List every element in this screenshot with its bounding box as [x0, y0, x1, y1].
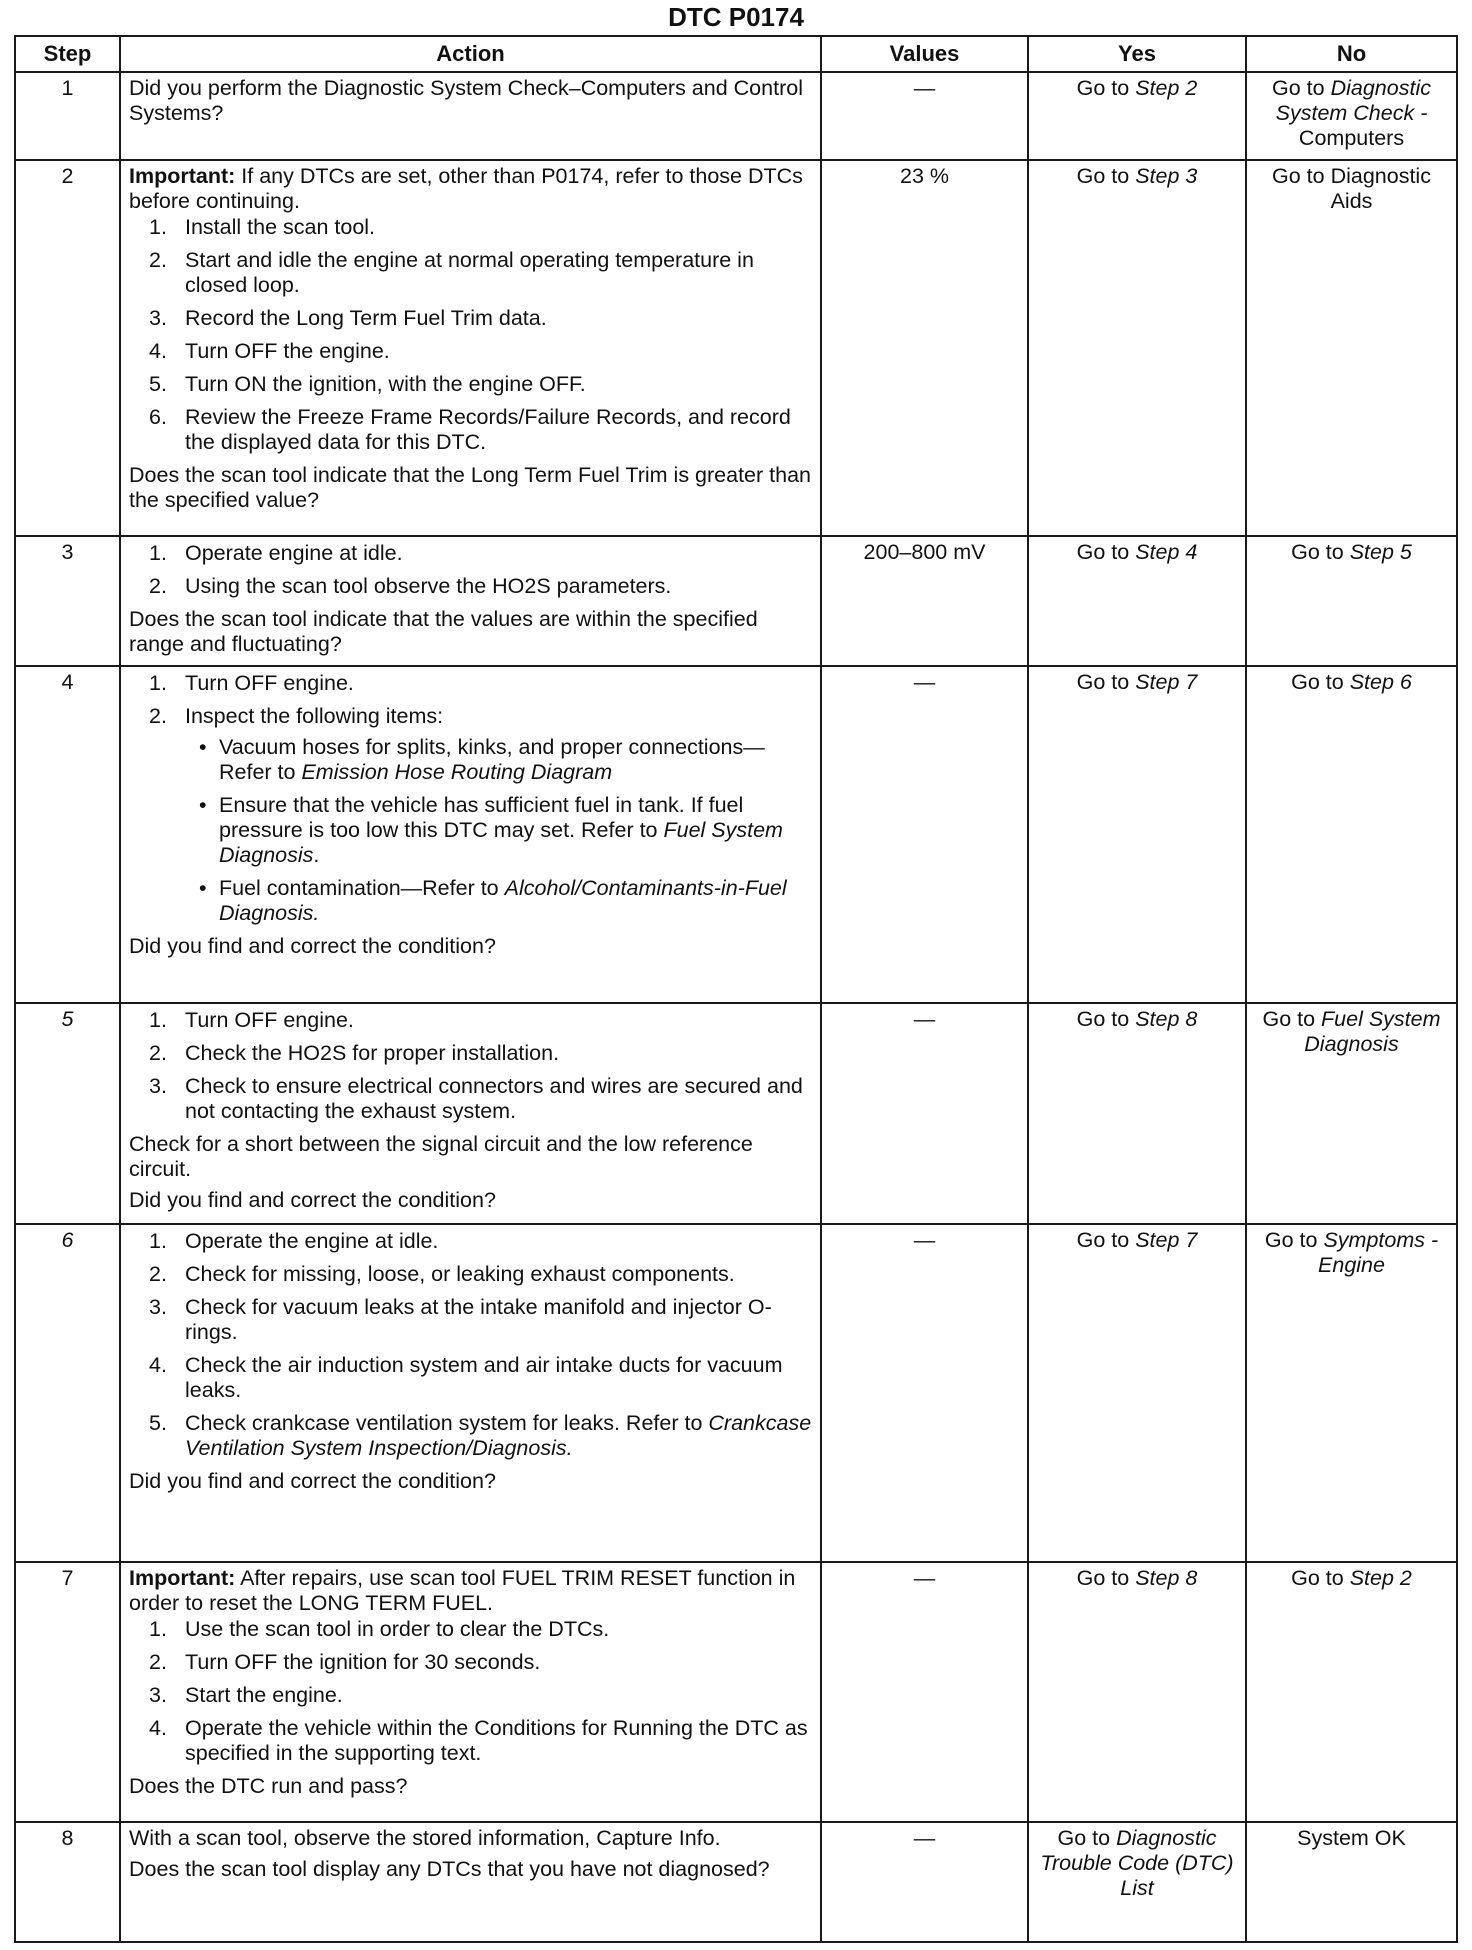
value-cell: — — [821, 1822, 1028, 1942]
action-steps — [129, 671, 812, 926]
yes-cell: Go to Step 8 — [1028, 1562, 1246, 1822]
diagnostic-table — [14, 35, 1458, 1943]
action-cell — [120, 1562, 821, 1822]
yes-link[interactable]: Step 7 — [1135, 670, 1198, 694]
table-row — [15, 160, 1457, 536]
emission-hose-link[interactable]: Emission Hose Routing Diagram — [301, 760, 613, 784]
action-cell — [120, 160, 821, 536]
action-cell — [120, 1224, 821, 1562]
action-question: Does the scan tool indicate that the values are within the specified range and fluctuating? — [129, 607, 758, 656]
table-row — [15, 536, 1457, 666]
action-note: Check for a short between the signal circuit and the low reference circuit. — [129, 1132, 753, 1181]
yes-link[interactable]: Step 4 — [1135, 540, 1198, 564]
yes-cell: Go to Step 7 — [1028, 1224, 1246, 1562]
table-row — [15, 1224, 1457, 1562]
alcohol-contaminants-link[interactable]: Alcohol/Contaminants-in-Fuel Diagnosis — [219, 876, 787, 925]
action-cell — [120, 536, 821, 666]
list-item: • Vacuum hoses for splits, kinks, and proper connections—Refer to Emission Hose Routing Diagram — [199, 735, 765, 784]
list-item: 1. Install the scan tool. — [149, 215, 376, 239]
crankcase-ventilation-link[interactable]: Crankcase Ventilation System Inspection/Diagnosis — [185, 1411, 812, 1460]
no-cell: System OK — [1246, 1822, 1457, 1942]
action-steps — [129, 1229, 812, 1461]
action-cell — [120, 1822, 821, 1942]
step-number: 2 — [15, 160, 120, 536]
table-row — [15, 1822, 1457, 1942]
step-number: 7 — [15, 1562, 120, 1822]
action-cell — [120, 666, 821, 1003]
list-item: 1. Operate the engine at idle. — [149, 1229, 439, 1253]
yes-link[interactable]: Step 8 — [1135, 1566, 1198, 1590]
no-cell: Go to Step 2 — [1246, 1562, 1457, 1822]
step-number: 8 — [15, 1822, 120, 1942]
table-row — [15, 1003, 1457, 1224]
no-cell: Go to Fuel System Diagnosis — [1246, 1003, 1457, 1224]
action-cell — [120, 72, 821, 160]
yes-link[interactable]: Step 7 — [1135, 1228, 1198, 1252]
list-item: 4. Operate the vehicle within the Conditions for Running the DTC as specified in the supporting text. — [149, 1716, 808, 1765]
yes-cell: Go to Step 3 — [1028, 160, 1246, 536]
list-item: • Fuel contamination—Refer to Alcohol/Contaminants-in-Fuel Diagnosis. — [199, 876, 787, 925]
header-action: Action — [120, 36, 821, 72]
list-item: 4. Check the air induction system and air intake ducts for vacuum leaks. — [149, 1353, 783, 1402]
action-note: With a scan tool, observe the stored information, Capture Info. — [129, 1826, 721, 1850]
fuel-system-link[interactable]: Fuel System Diagnosis — [219, 818, 783, 867]
no-link[interactable]: Step 6 — [1349, 670, 1412, 694]
yes-link[interactable]: Step 2 — [1135, 76, 1198, 100]
list-item: 1. Turn OFF engine. — [149, 671, 354, 695]
list-item: 2. Check the HO2S for proper installation. — [149, 1041, 560, 1065]
action-steps — [129, 1008, 812, 1124]
no-link[interactable]: Symptoms - Engine — [1318, 1228, 1439, 1277]
table-row — [15, 666, 1457, 1003]
action-question: Did you find and correct the condition? — [129, 934, 496, 958]
no-cell: Go to Symptoms - Engine — [1246, 1224, 1457, 1562]
header-step: Step — [15, 36, 120, 72]
list-item: 2. Inspect the following items: • Vacuum hoses for splits, kinks, and proper connections—Refer to Emission Hose Routing Diagram • Ensure that the vehicle has sufficient fuel in tank. If fuel pressure is too low this DTC may set. Refer to Fuel System Diagnosis. • Fuel contamination—Refer to Alcohol/Contaminants-in-Fuel Diagnosis. — [129, 704, 812, 926]
list-item: 5. Check crankcase ventilation system for leaks. Refer to Crankcase Ventilation System Inspection/Diagnosis. — [149, 1411, 812, 1460]
list-item: 3. Check to ensure electrical connectors and wires are secured and not contacting the exhaust system. — [149, 1074, 803, 1123]
no-cell: Go to Diagnostic System Check - Computers — [1246, 72, 1457, 160]
step-number: 1 — [15, 72, 120, 160]
yes-cell: Go to Step 8 — [1028, 1003, 1246, 1224]
value-cell: — — [821, 1003, 1028, 1224]
no-link[interactable]: Step 2 — [1349, 1566, 1412, 1590]
header-yes: Yes — [1028, 36, 1246, 72]
page-title: DTC P0174 — [668, 2, 804, 32]
yes-cell: Go to Step 4 — [1028, 536, 1246, 666]
value-cell: — — [821, 666, 1028, 1003]
value-cell: — — [821, 72, 1028, 160]
list-item: 2. Start and idle the engine at normal operating temperature in closed loop. — [149, 248, 754, 297]
table-row — [15, 72, 1457, 160]
action-steps — [129, 215, 812, 455]
list-item: 6. Review the Freeze Frame Records/Failure Records, and record the displayed data for this DTC. — [149, 405, 791, 454]
table-row — [15, 1562, 1457, 1822]
no-cell: Go to Step 6 — [1246, 666, 1457, 1003]
action-steps — [129, 541, 812, 599]
yes-cell: Go to Step 2 — [1028, 72, 1246, 160]
action-question: Did you find and correct the condition? — [129, 1469, 496, 1493]
action-question: Does the scan tool display any DTCs that you have not diagnosed? — [129, 1857, 770, 1881]
value-cell: — — [821, 1562, 1028, 1822]
step-number: 3 — [15, 536, 120, 666]
yes-link[interactable]: Diagnostic Trouble Code (DTC) List — [1040, 1826, 1234, 1900]
no-cell[interactable]: Go to Diagnostic Aids — [1246, 160, 1457, 536]
list-item: 1. Operate engine at idle. — [149, 541, 403, 565]
yes-cell: Go to Diagnostic Trouble Code (DTC) List — [1028, 1822, 1246, 1942]
list-item: 3. Record the Long Term Fuel Trim data. — [149, 306, 547, 330]
step-number: 5 — [15, 1003, 120, 1224]
list-item: 3. Check for vacuum leaks at the intake manifold and injector O-rings. — [149, 1295, 772, 1344]
list-item: 2. Turn OFF the ignition for 30 seconds. — [149, 1650, 541, 1674]
important-note: Important: After repairs, use scan tool FUEL TRIM RESET function in order to reset the LONG TERM FUEL. — [129, 1566, 796, 1615]
value-cell: 200–800 mV — [821, 536, 1028, 666]
no-cell: Go to Step 5 — [1246, 536, 1457, 666]
value-cell: — — [821, 1224, 1028, 1562]
list-item: 5. Turn ON the ignition, with the engine OFF. — [149, 372, 586, 396]
no-link[interactable]: Diagnostic System Check - — [1275, 76, 1431, 125]
value-cell: 23 % — [821, 160, 1028, 536]
yes-link[interactable]: Step 3 — [1135, 164, 1198, 188]
action-question: Did you perform the Diagnostic System Check–Computers and Control Systems? — [129, 76, 803, 125]
list-item: 2. Using the scan tool observe the HO2S parameters. — [149, 574, 672, 598]
header-values: Values — [821, 36, 1028, 72]
list-item: 4. Turn OFF the engine. — [149, 339, 390, 363]
inspection-list — [185, 735, 812, 926]
list-item: 2. Check for missing, loose, or leaking exhaust components. — [149, 1262, 735, 1286]
step-number: 6 — [15, 1224, 120, 1562]
list-item: 1. Turn OFF engine. — [149, 1008, 354, 1032]
list-item: 3. Start the engine. — [149, 1683, 343, 1707]
yes-link[interactable]: Step 8 — [1135, 1007, 1198, 1031]
header-row — [15, 36, 1457, 72]
step-number: 4 — [15, 666, 120, 1003]
action-question: Did you find and correct the condition? — [129, 1188, 496, 1212]
list-item: • Ensure that the vehicle has sufficient fuel in tank. If fuel pressure is too low this DTC may set. Refer to Fuel System Diagnosis. — [199, 793, 783, 867]
action-question: Does the DTC run and pass? — [129, 1774, 408, 1798]
yes-cell: Go to Step 7 — [1028, 666, 1246, 1003]
no-link[interactable]: Fuel System Diagnosis — [1304, 1007, 1441, 1056]
action-cell — [120, 1003, 821, 1224]
action-steps — [129, 1617, 812, 1766]
action-question: Does the scan tool indicate that the Long Term Fuel Trim is greater than the specified value? — [129, 463, 811, 512]
header-no: No — [1246, 36, 1457, 72]
list-item: 1. Use the scan tool in order to clear the DTCs. — [149, 1617, 610, 1641]
no-link[interactable]: Step 5 — [1349, 540, 1412, 564]
important-note: Important: If any DTCs are set, other than P0174, refer to those DTCs before continuing. — [129, 164, 803, 213]
